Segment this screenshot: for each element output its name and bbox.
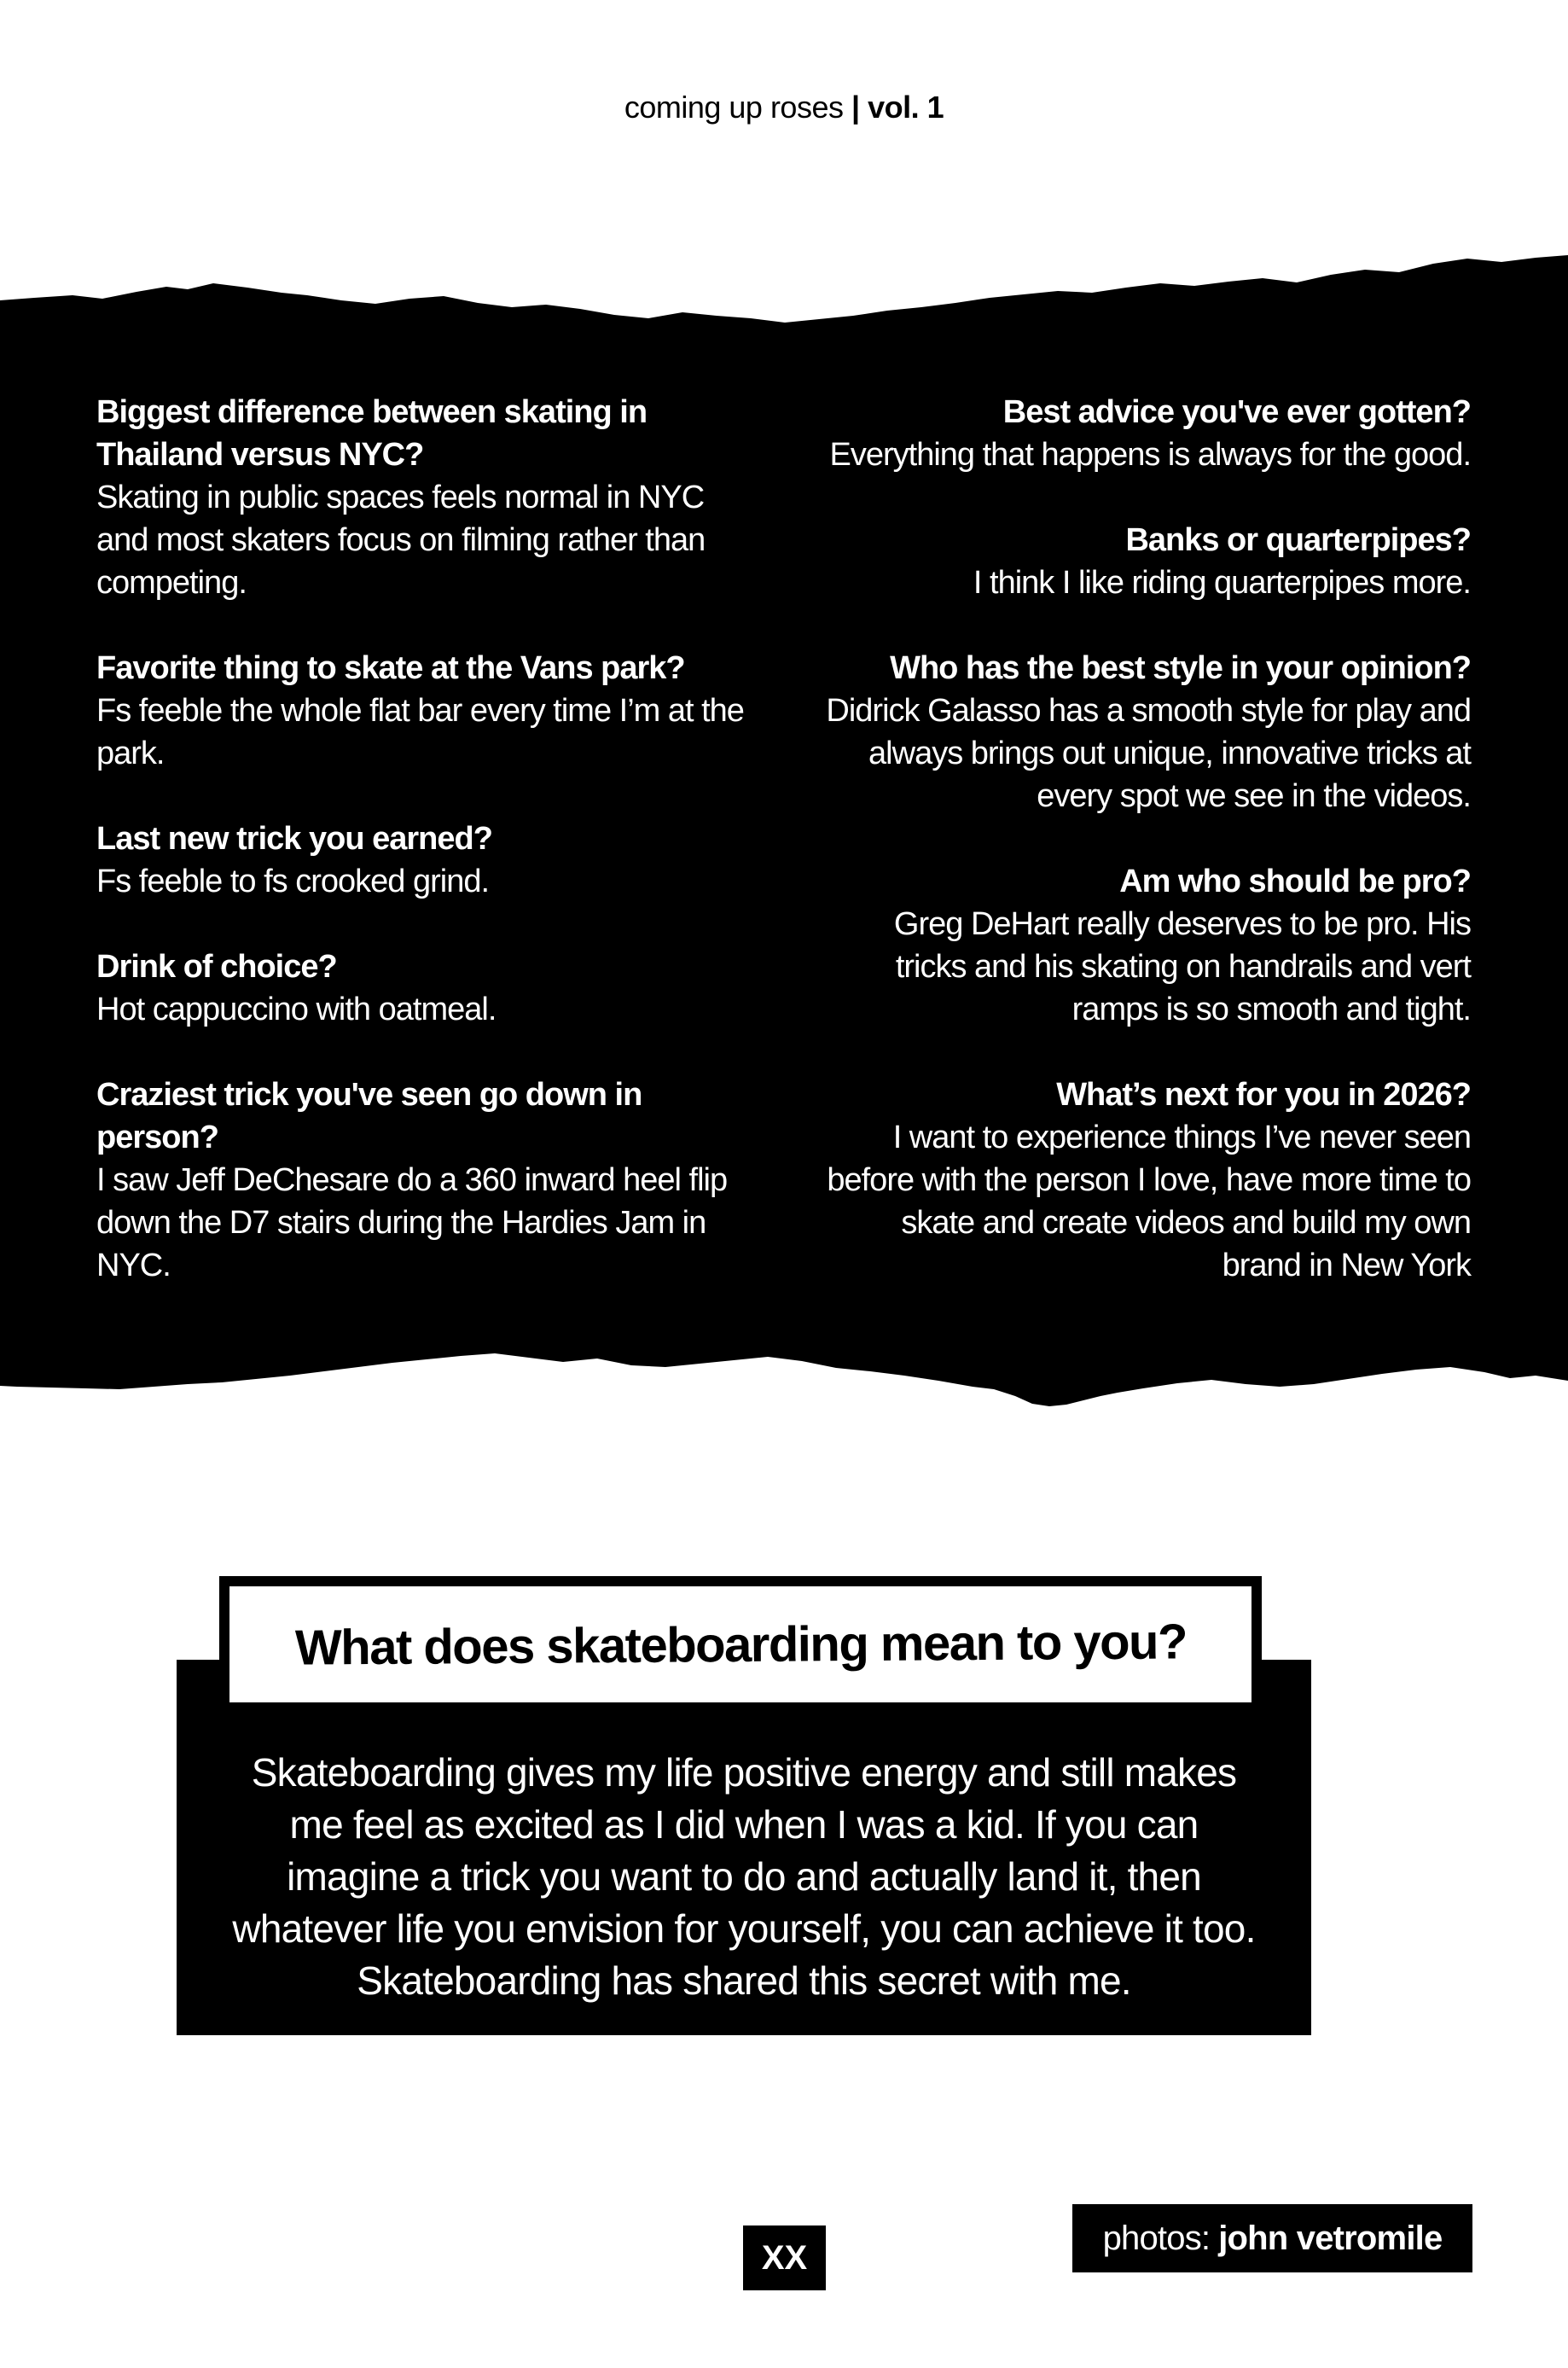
question: Last new trick you earned? (96, 821, 492, 857)
feature-answer-box (177, 1660, 1311, 2035)
question: Drink of choice? (96, 949, 337, 985)
question: Who has the best style in your opinion? (890, 650, 1471, 686)
magazine-volume: vol. 1 (868, 90, 944, 125)
credit-label: photos: (1102, 2219, 1211, 2257)
qa-item (822, 860, 1471, 1031)
answer: Didrick Galasso has a smooth style for play and always brings out unique, innovative tricks at every spot we see in the videos. (826, 693, 1471, 814)
qa-item (96, 647, 745, 775)
question: Craziest trick you've seen go down in person? (96, 1077, 642, 1155)
feature-question: What does skateboarding mean to you? (294, 1613, 1187, 1676)
question: Biggest difference between skating in Thailand versus NYC? (96, 394, 648, 473)
qa-item (822, 519, 1471, 604)
question: Banks or quarterpipes? (1125, 522, 1471, 558)
header-separator: | (851, 90, 860, 125)
answer: Everything that happens is always for the good. (829, 437, 1471, 473)
qa-item (96, 945, 745, 1031)
photo-credit (1072, 2204, 1472, 2272)
right-interview-column (822, 391, 1471, 1329)
credit-name: john vetromile (1218, 2219, 1443, 2257)
qa-item (822, 1073, 1471, 1287)
answer: Fs feeble to fs crooked grind. (96, 864, 490, 899)
answer: Skating in public spaces feels normal in NYC and most skaters focus on filming rather than competing. (96, 480, 706, 601)
qa-item (96, 817, 745, 903)
question: Favorite thing to skate at the Vans park? (96, 650, 685, 686)
question: Best advice you've ever gotten? (1002, 394, 1471, 430)
question: Am who should be pro? (1119, 864, 1471, 899)
left-interview-column (96, 391, 745, 1329)
qa-item (822, 391, 1471, 476)
qa-item (96, 1073, 745, 1287)
answer: Greg DeHart really deserves to be pro. His tricks and his skating on handrails and vert ramps is so smooth and tight. (893, 906, 1471, 1027)
qa-item (822, 647, 1471, 817)
page-number: XX (743, 2225, 826, 2290)
answer: I saw Jeff DeChesare do a 360 inward heel flip down the D7 stairs during the Hardies Jam in NYC. (96, 1162, 728, 1283)
qa-item (96, 391, 745, 604)
answer: Hot cappuccino with oatmeal. (96, 992, 497, 1027)
feature-answer: Skateboarding gives my life positive energy and still makes me feel as excited as I did when I was a kid. If you can imagine a trick you want to do and actually land it, then whatever life you envision for yourself, you can achieve it too. Skateboarding has shared this secret with me. (232, 1750, 1256, 2003)
magazine-title: coming up roses (624, 90, 844, 125)
answer: I want to experience things I’ve never seen before with the person I love, have more time to skate and create videos and build my own brand in New York (827, 1120, 1471, 1283)
question: What’s next for you in 2026? (1056, 1077, 1471, 1113)
answer: I think I like riding quarterpipes more. (973, 565, 1471, 601)
answer: Fs feeble the whole flat bar every time I’m at the park. (96, 693, 744, 771)
feature-question-box (219, 1576, 1262, 1713)
